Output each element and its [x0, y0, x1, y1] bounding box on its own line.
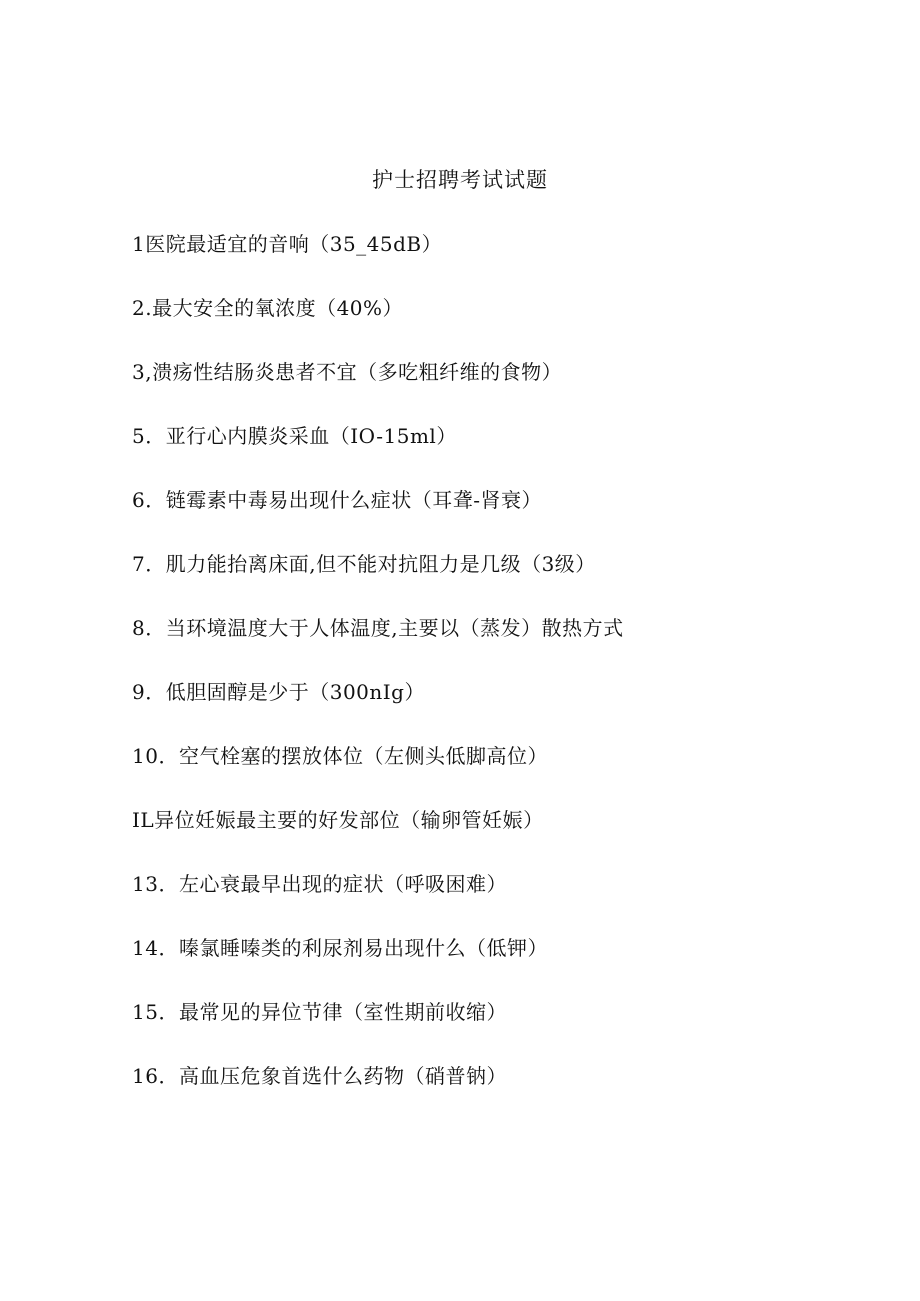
question-item: 15．最常见的异位节律（室性期前收缩）: [132, 1000, 507, 1024]
document-title: 护士招聘考试试题: [372, 168, 548, 192]
question-item: 6．链霉素中毒易出现什么症状（耳聋-肾衰）: [132, 488, 542, 512]
question-item: 9．低胆固醇是少于（300nIg）: [132, 680, 425, 704]
question-item: 2.最大安全的氧浓度（40%）: [132, 296, 404, 320]
question-item: 10．空气栓塞的摆放体位（左侧头低脚高位）: [132, 744, 548, 768]
question-list: [132, 230, 892, 1126]
question-item: 7．肌力能抬离床面,但不能对抗阻力是几级（3级）: [132, 552, 596, 576]
question-item: 16．高血压危象首选什么药物（硝普钠）: [132, 1064, 507, 1088]
question-item: 1医院最适宜的音响（35_45dB）: [132, 232, 443, 256]
question-item: 8．当环境温度大于人体温度,主要以（蒸发）散热方式: [132, 616, 624, 640]
question-item: 3,溃疡性结肠炎患者不宜（多吃粗纤维的食物）: [132, 360, 563, 384]
question-item: 14．嗪氯睡嗪类的利尿剂易出现什么（低钾）: [132, 936, 548, 960]
question-item: 13．左心衰最早出现的症状（呼吸困难）: [132, 872, 507, 896]
question-item: 5．亚行心内膜炎采血（IO-15ml）: [132, 424, 457, 448]
question-item: IL异位妊娠最主要的好发部位（输卵管妊娠）: [132, 808, 544, 832]
